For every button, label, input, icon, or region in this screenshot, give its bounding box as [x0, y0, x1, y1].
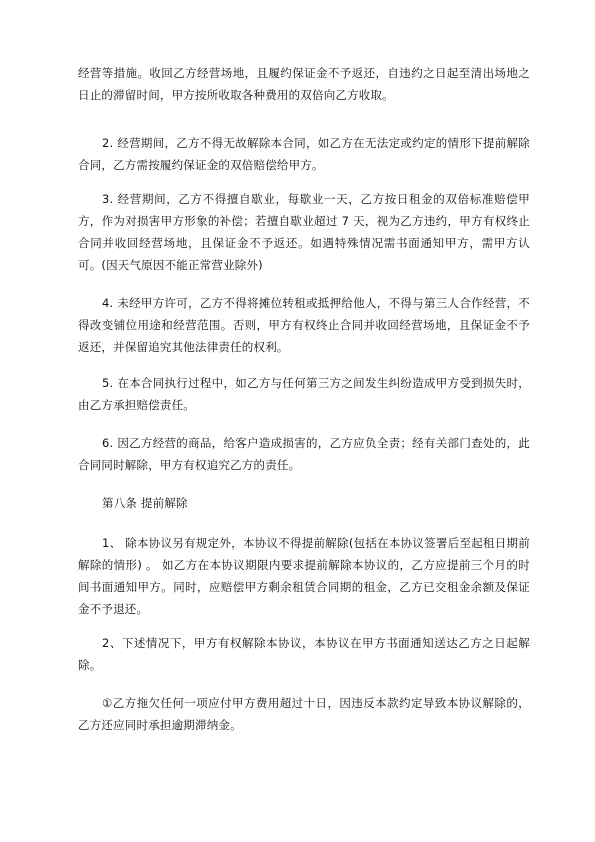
section-heading: 第八条 提前解除 [102, 496, 188, 510]
paragraph-clause-3: 3. 经营期间，乙方不得擅自歇业，每歇业一天，乙方按日租金的双倍标准赔偿甲方，作为对损害甲方形象的补偿；若擅自歇业超过 7 天，视为乙方违约，甲方有权终止合同并收回经营场地，且保证金不予返还。如遇特殊情况需书面通知甲方，需甲方认可。(因天气原因不能正常营业除外) [78, 192, 530, 272]
paragraph-section-2: 2、下述情况下，甲方有权解除本协议，本协议在甲方书面通知送达乙方之日起解除。 [78, 636, 530, 672]
paragraph-intro: 经营等措施。收回乙方经营场地，且履约保证金不予返还，自违约之日起至清出场地之日止的滞留时间，甲方按所收取各种费用的双倍向乙方收取。 [78, 66, 530, 102]
paragraph-clause-4: 4. 未经甲方许可，乙方不得将摊位转租或抵押给他人，不得与第三人合作经营，不得改变铺位用途和经营范围。否则，甲方有权终止合同并收回经营场地，且保证金不予返还，并保留追究其他法律责任的权利。 [78, 296, 530, 354]
paragraph-section-1: 1、 除本协议另有规定外，本协议不得提前解除(包括在本协议签署后至起租日期前解除的情形) 。 如乙方在本协议期限内要求提前解除本协议的，乙方应提前三个月的时间书面通知甲方。同时，应赔偿甲方剩余租赁合同期的租金，乙方已交租金余额及保证金不予退还。 [78, 536, 530, 616]
item-text: 乙方拖欠任何一项应付甲方费用超过十日，因违反本款约定导致本协议解除的，乙方还应同时承担逾期滞纳金。 [78, 696, 531, 732]
paragraph-clause-5: 5. 在本合同执行过程中，如乙方与任何第三方之间发生纠纷造成甲方受到损失时，由乙方承担赔偿责任。 [78, 376, 530, 412]
circled-number-marker: ① [102, 696, 113, 710]
paragraph-section-2-item-1 [78, 692, 530, 736]
paragraph-clause-2: 2. 经营期间，乙方不得无故解除本合同，如乙方在无法定或约定的情形下提前解除合同，乙方需按履约保证金的双倍赔偿给甲方。 [78, 136, 530, 172]
paragraph-clause-6: 6. 因乙方经营的商品，给客户造成损害的，乙方应负全责；经有关部门查处的，此合同同时解除，甲方有权追究乙方的责任。 [78, 436, 530, 472]
